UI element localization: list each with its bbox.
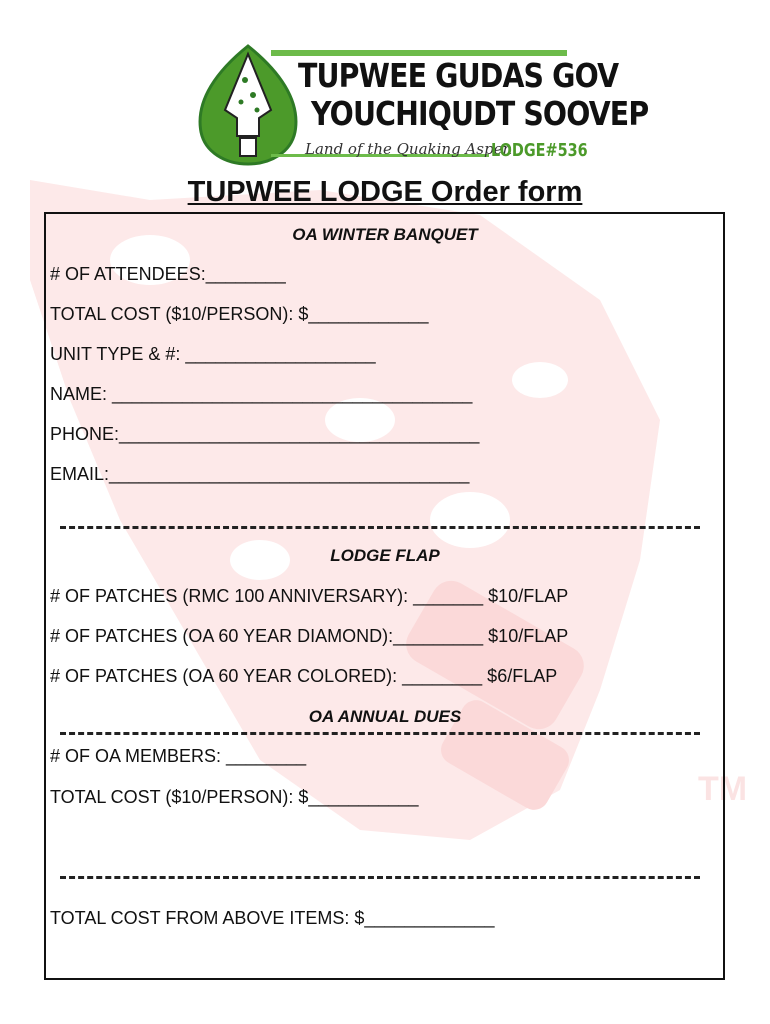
section-divider [60, 526, 700, 529]
section-title-banquet: OA WINTER BANQUET [292, 225, 478, 244]
aspen-leaf-icon [193, 40, 303, 170]
logo-tagline: Land of the Quaking Aspen [305, 140, 513, 158]
name-field[interactable]: NAME: ____________________________________ [50, 384, 473, 404]
dues-total-cost-field[interactable]: TOTAL COST ($10/PERSON): $___________ [50, 787, 419, 807]
email-field[interactable]: EMAIL:____________________________________ [50, 464, 470, 484]
logo-line-2: YOUCHIQUDT SOOVEP [311, 94, 649, 133]
section-divider [60, 876, 700, 879]
section-divider [60, 732, 700, 735]
logo-line-1: TUPWEE GUDAS GOV [298, 56, 619, 95]
lodge-logo [193, 40, 649, 170]
patches-rmc-field[interactable]: # OF PATCHES (RMC 100 ANNIVERSARY): _______ $10/FLAP [50, 586, 569, 606]
section-title-annual-dues: OA ANNUAL DUES [308, 707, 462, 726]
unit-type-field[interactable]: UNIT TYPE & #: ___________________ [50, 344, 376, 364]
banquet-total-cost-field[interactable]: TOTAL COST ($10/PERSON): $____________ [50, 304, 429, 324]
section-title-lodge-flap: LODGE FLAP [330, 546, 440, 565]
phone-field[interactable]: PHONE:____________________________________ [50, 424, 480, 444]
form-title: TUPWEE LODGE Order form [187, 176, 583, 208]
logo-lodge-number: LODGE#536 [491, 140, 588, 161]
patches-diamond-field[interactable]: # OF PATCHES (OA 60 YEAR DIAMOND):_________ $10/FLAP [50, 626, 569, 646]
patches-colored-field[interactable]: # OF PATCHES (OA 60 YEAR COLORED): ________ $6/FLAP [50, 666, 558, 686]
trademark-mark: TM [698, 770, 748, 808]
oa-members-field[interactable]: # OF OA MEMBERS: ________ [50, 746, 307, 766]
attendees-field[interactable]: # OF ATTENDEES:________ [50, 264, 286, 284]
grand-total-field[interactable]: TOTAL COST FROM ABOVE ITEMS: $_____________ [50, 908, 495, 928]
